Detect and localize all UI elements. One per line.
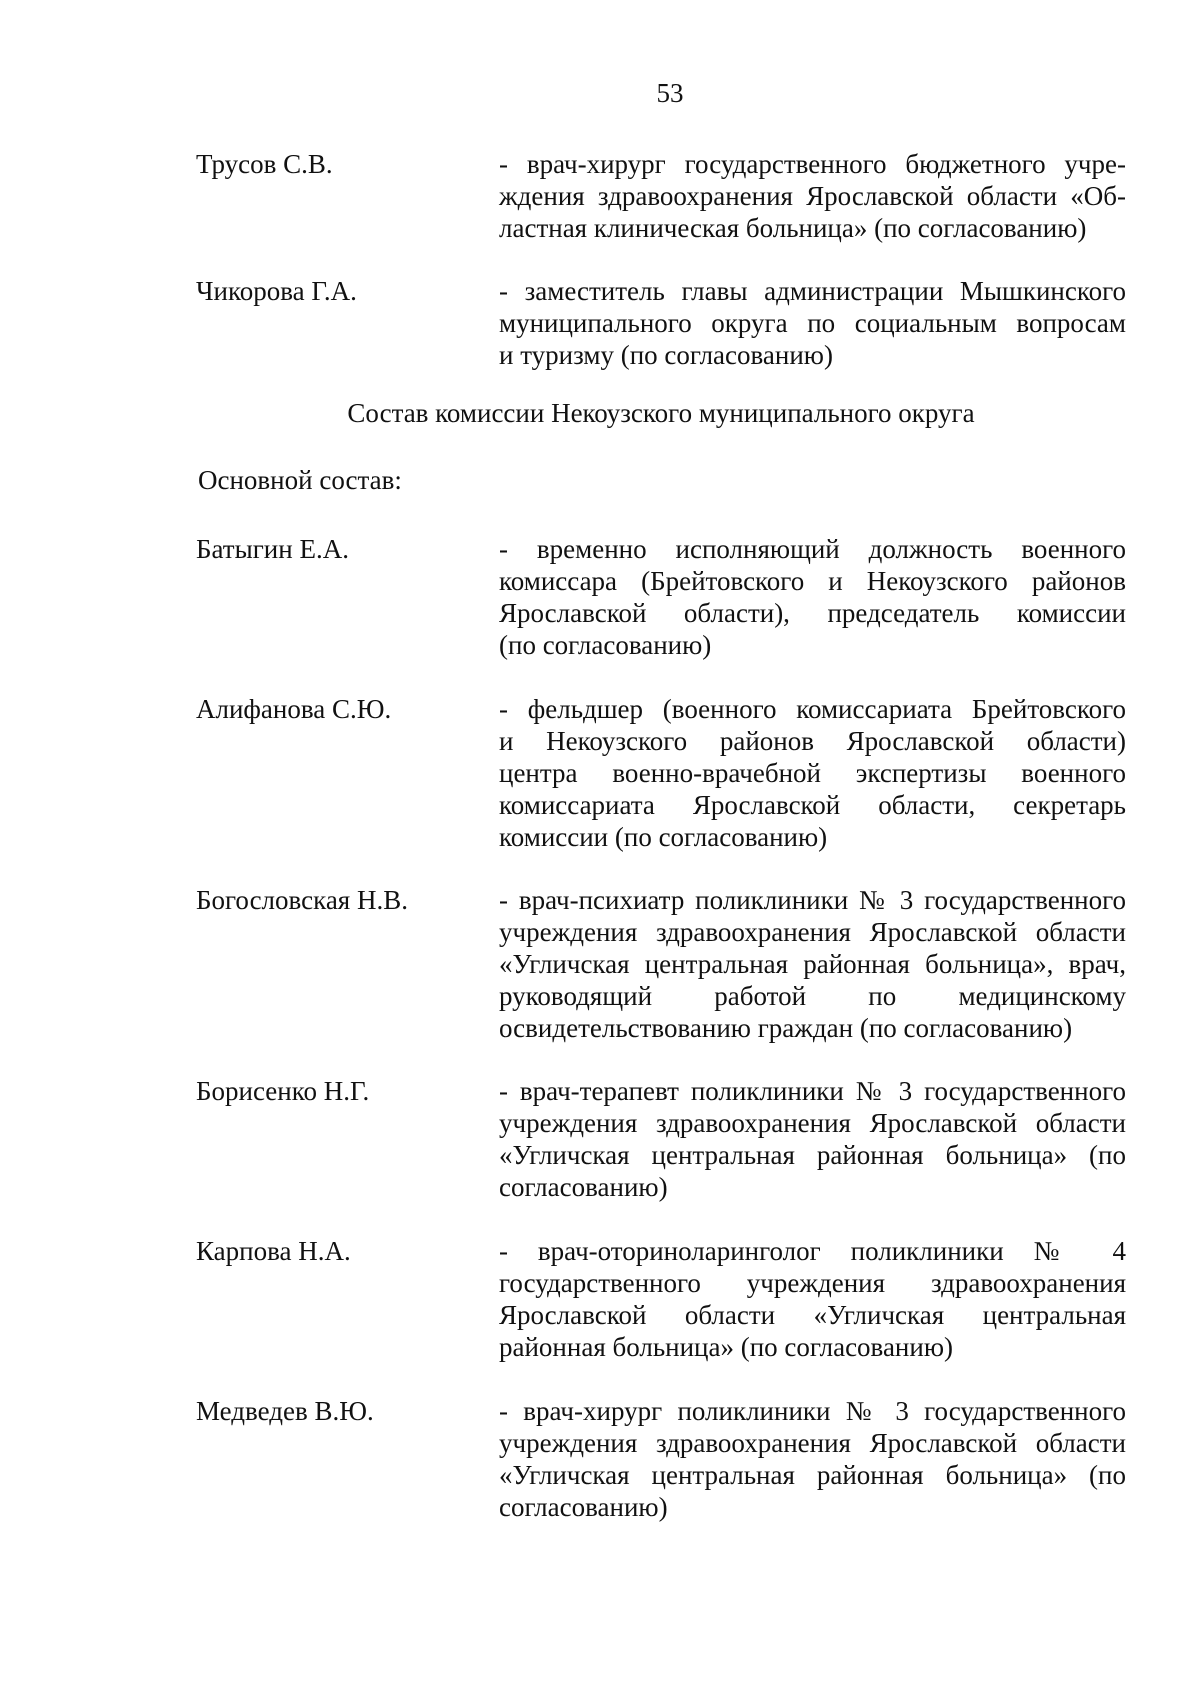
description-line: «Угличская центральная районная больница» (по	[499, 1140, 1126, 1170]
member-entry	[196, 533, 1126, 661]
member-entry	[196, 275, 1126, 371]
description-line: комиссии (по согласованию)	[499, 822, 828, 852]
description-line: муниципального округа по социальным вопросам	[499, 308, 1126, 338]
description-line: комиссариата Ярославской области, секретарь	[499, 790, 1126, 820]
member-name: Карпова Н.А.	[196, 1236, 351, 1266]
description-line: согласованию)	[499, 1172, 668, 1202]
member-description	[499, 1075, 1126, 1203]
member-name: Богословская Н.В.	[196, 885, 408, 915]
description-line: «Угличская центральная районная больница», врач,	[499, 949, 1126, 979]
description-line: - врач-хирург поликлиники № 3 государственного	[499, 1396, 1126, 1426]
member-name: Медведев В.Ю.	[196, 1396, 374, 1426]
member-description	[499, 1395, 1126, 1523]
member-description	[499, 275, 1126, 371]
description-line: центра военно-врачебной экспертизы военного	[499, 758, 1126, 788]
description-line: - временно исполняющий должность военного	[499, 534, 1126, 564]
description-line: освидетельствованию граждан (по согласованию)	[499, 1013, 1073, 1043]
member-entry	[196, 1075, 1126, 1203]
member-description	[499, 1235, 1126, 1363]
member-entry	[196, 884, 1126, 1044]
member-description	[499, 148, 1126, 244]
description-line: - заместитель главы администрации Мышкинского	[499, 276, 1126, 306]
description-line: и туризму (по согласованию)	[499, 340, 833, 370]
description-line: Ярославской области), председатель комиссии	[499, 598, 1126, 628]
description-line: районная больница» (по согласованию)	[499, 1332, 953, 1362]
description-line: учреждения здравоохранения Ярославской области	[499, 1428, 1126, 1458]
description-line: и Некоузского районов Ярославской области)	[499, 726, 1126, 756]
description-line: - врач-терапевт поликлиники № 3 государственного	[499, 1076, 1126, 1106]
subheading: Основной состав:	[198, 465, 402, 495]
member-description	[499, 533, 1126, 661]
section-title: Состав комиссии Некоузского муниципального округа	[347, 398, 975, 428]
member-name: Чикорова Г.А.	[196, 276, 357, 306]
description-line: - фельдшер (военного комиссариата Брейтовского	[499, 694, 1126, 724]
description-line: ждения здравоохранения Ярославской области «Об-	[499, 181, 1126, 211]
description-line: - врач-оториноларинголог поликлиники № 4	[499, 1236, 1126, 1266]
member-name: Трусов С.В.	[196, 149, 333, 179]
member-description	[499, 693, 1126, 853]
description-line: учреждения здравоохранения Ярославской области	[499, 1108, 1126, 1138]
description-line: «Угличская центральная районная больница» (по	[499, 1460, 1126, 1490]
member-entry	[196, 693, 1126, 853]
description-line: согласованию)	[499, 1492, 668, 1522]
description-line: комиссара (Брейтовского и Некоузского районов	[499, 566, 1126, 596]
member-entry	[196, 148, 1126, 244]
description-line: ластная клиническая больница» (по согласованию)	[499, 213, 1087, 243]
member-entry	[196, 1395, 1126, 1523]
member-name: Алифанова С.Ю.	[196, 694, 392, 724]
member-description	[499, 884, 1126, 1044]
member-name: Борисенко Н.Г.	[196, 1076, 370, 1106]
member-entry	[196, 1235, 1126, 1363]
description-line: учреждения здравоохранения Ярославской области	[499, 917, 1126, 947]
description-line: руководящий работой по медицинскому	[499, 981, 1126, 1011]
description-line: - врач-психиатр поликлиники № 3 государственного	[499, 885, 1126, 915]
description-line: - врач-хирург государственного бюджетного учре-	[499, 149, 1126, 179]
member-name: Батыгин Е.А.	[196, 534, 349, 564]
description-line: Ярославской области «Угличская центральная	[499, 1300, 1126, 1330]
page-number: 53	[656, 78, 684, 108]
description-line: государственного учреждения здравоохранения	[499, 1268, 1126, 1298]
description-line: (по согласованию)	[499, 630, 712, 660]
